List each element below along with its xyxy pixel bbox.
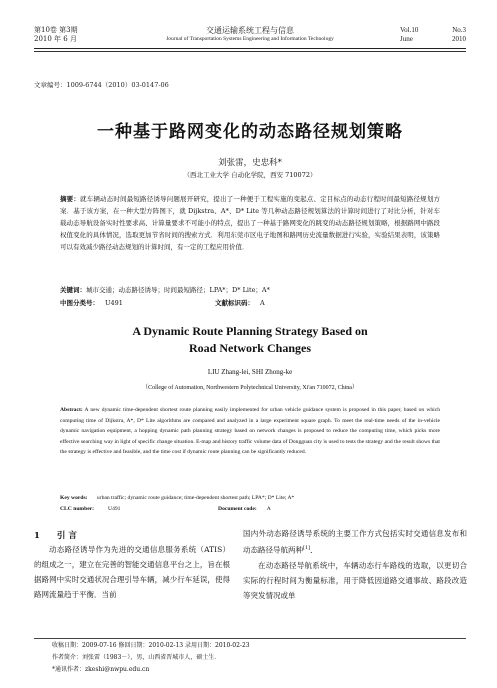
classification-cn [60,298,440,307]
article-number: 文章编号：1009-6744（2010）03-0147-06 [34,81,169,89]
running-header-left [34,26,78,44]
volume-en: Vol.10 [400,26,419,34]
paper-title-en-line2: Road Network Changes [188,341,311,355]
journal-title-cn: 交通运输系统工程与信息 [206,26,294,35]
running-header-right [400,26,466,44]
abstract-cn-text: 就车辆动态时间最短路径诱导问题展开研究，提出了一种便于工程实施的变起点、定目标点的动态行程时间最短路径规划方案．基于该方案，在一种大型方阵图下，就 Dijkstra、A*、D* Lite 等几种动态路径规划算法的计算时间进行了对比分析，针对车载动态导航设备实时性要求高、计算量要求不可能小的特点，提出了一种基于路网变化的跳变的动态路径规划策略，根据路网中路段权值变化的具体情况，选取更加节省时间的搜索方式．利用东莞市区电子地图和路网历史流量数据进行实验，实验结果表明，该策略可以有效减少路径动态规划的计算时间，有一定的工程应用价值． [60,195,441,251]
keywords-en [60,495,440,501]
authors-en: LIU Zhang-lei, SHI Zhong-ke [207,368,293,376]
abstract-cn-label: 摘要： [60,195,81,203]
keywords-cn-text: 城市交通；动态路径诱导；时间最短路径；LPA*；D* Lite；A* [86,286,270,294]
classification-en [60,506,440,512]
affiliation-en: （College of Automation, Northwestern Polytechnical University, Xi'an 710072, China） [142,385,358,391]
keywords-cn-label: 关键词： [60,286,86,294]
abstract-cn [60,193,440,253]
running-header-center [140,26,360,44]
intro-right-column [243,526,467,603]
clc-cn-label: 中图分类号： [60,299,99,307]
footnote-received: 收稿日期：2009-07-16 修回日期：2010-02-13 录用日期：2010-02-23 [52,642,250,649]
paper-title-en [34,323,466,357]
header-rule-bottom [34,51,466,52]
keywords-en-text: urban traffic; dynamic route guidance; time-dependent shortest path; LPA*; D* Lite; A* [96,495,295,501]
doc-code-cn-label: 文献标识码： [215,299,254,307]
clc-en-label: CLC number: [60,506,95,512]
number-en: No.3 [452,26,466,34]
keywords-en-label: Key words: [60,495,88,501]
issue-date: 2010 年 6 月 [34,35,77,43]
volume-issue: 第10卷 第3期 [34,26,78,34]
header-rule-top [34,48,466,49]
abstract-en-label: Abstract: [60,407,83,413]
section-heading [34,529,77,541]
intro-right-para-2: 在动态路径导航系统中，车辆动态行车路线的选取，以更切合实际的行程时间为衡量标准，用于降低因道路交通事故、路段改造等突发情况或单 [243,560,467,600]
footnote-rule [34,638,466,639]
month-en: June [400,35,413,43]
affiliation-cn: （西北工业大学 自动化学院，西安 710072） [183,171,317,179]
authors-cn: 刘张雷，史忠科* [218,158,282,168]
section-title: 引 言 [56,531,77,541]
doc-code-en-label: Document code: [218,506,257,512]
keywords-cn [60,285,440,294]
paper-title-en-line1: A Dynamic Route Planning Strategy Based on [132,324,368,338]
year-en: 2010 [452,35,466,43]
citation: [1] [303,545,311,551]
doc-code-cn-value: A [260,299,265,307]
clc-en-value: U491 [108,506,121,512]
abstract-en-text: A new dynamic time-dependent shortest route planning easily implemented for urban vehicle guidance system is proposed in this paper, based on which computing time of Dijkstra, A*, D* Lite algorithms are compared and analyzed in a large experiment square graph. To meet the real-time needs of the in-vehicle dynamic navigation equipment, a hopping dynamic path planning strategy based on network changes is proposed to reduce the computing time, which picks more effective searching way in light of specific change situation. E-map and history traffic volume data of Dongguan city is used to tests the strategy and the result shows that the strategy is effective and feasible, and the time cost if dynamic route planning can be significantly reduced. [60,407,440,455]
intro-left-column: 动态路径诱导作为先进的交通信息服务系统（ATIS）的组成之一，建立在完善的智能交通信息平台之上，旨在根据路网中实时交通状况合理引导车辆，减少行车延误，使得路网流量趋于平衡．当前 [34,545,230,599]
footnote-corresponding: *通讯作者：zkeshi@nwpu.edu.cn [52,666,150,673]
intro-right-para-1: 国内外动态路径诱导系统的主要工作方式包括实时交通信息发布和动态路径导航两种[1]． [243,529,467,555]
paper-title-cn: 一种基于路网变化的动态路径规划策略 [97,122,403,142]
abstract-en [60,405,440,458]
doc-code-en-value: A [266,506,271,512]
footnote-author: 作者简介：刘张雷（1983－），男，山西省晋城市人，硕士生． [52,654,221,661]
clc-cn-value: U491 [105,299,123,307]
journal-title-en: Journal of Transportation Systems Engineering and Information Technology [166,36,334,42]
section-number: 1 [34,531,40,541]
